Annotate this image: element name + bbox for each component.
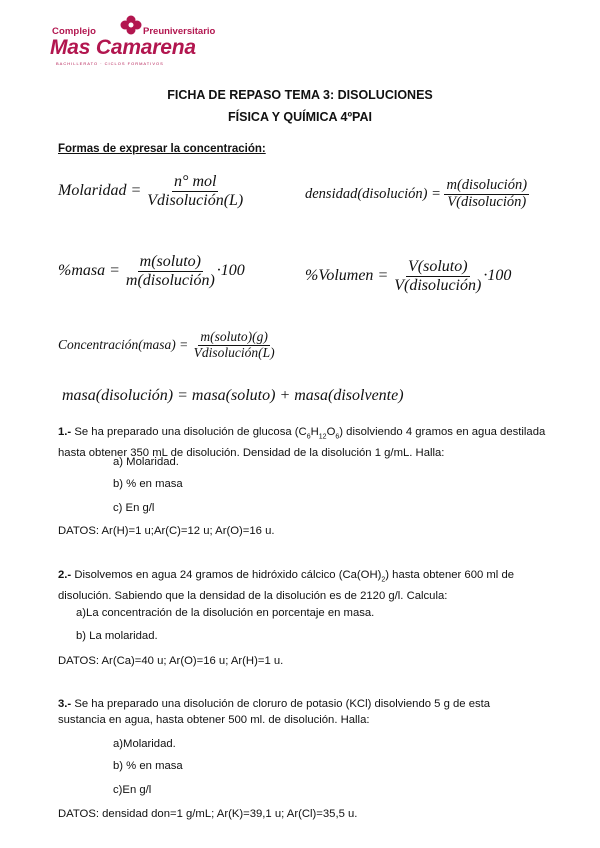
logo-name: Mas Camarena [50,36,196,59]
problem-2-statement [58,567,548,604]
school-logo [48,14,216,66]
problem-1-option-b: b) % en masa [113,478,183,490]
formula-lhs: Concentración(masa) [58,337,176,353]
problem-3-statement [58,696,528,728]
formula-densidad: densidad(disolución) = $\frac{\text{m(disolución)}}{\text{V(disolución)}}$ [305,177,528,210]
formula-masa-total: masa(disolución) = masa(soluto) + masa(disolvente) [62,387,404,404]
problem-2-option-b: b) La molaridad. [76,630,158,642]
problem-number: 2.- [58,569,72,581]
formula-lhs: %masa [58,262,106,280]
problem-3-option-a: a)Molaridad. [113,738,176,750]
formula-numerator: m(disolución) [446,177,528,193]
problem-text: Se ha preparado una disolución de glucosa (C [71,426,307,438]
logo-tagline: BACHILLERATO · CICLOS FORMATIVOS [56,61,164,66]
subscript: 2 [381,576,386,584]
flower-icon [118,14,144,36]
formula-denominator: Vdisolución(L) [147,191,244,209]
formula-numerator: m(soluto)(g) [200,329,268,344]
problem-3-option-b: b) % en masa [113,760,183,772]
problem-3-option-c: c)En g/l [113,784,152,796]
formula-masa-pct: %masa = $\frac{\text{m(soluto)}}{\text{m(disolución)}}$ ·100 [58,253,245,289]
formula-numerator: V(soluto) [408,258,468,275]
formula-concentracion-masa: Concentración(masa) = $\frac{\text{m(soluto)(g)}}{\text{Vdisolución(L)}}$ [58,329,275,360]
formula-lhs: %Volumen [305,267,374,285]
formula-numerator: n° mol [174,173,217,190]
formula-volumen-pct: %Volumen = $\frac{\text{V(soluto)}}{\text{V(disolución)}}$ ·100 [305,258,512,294]
subscript: 6 [306,433,311,441]
problem-text: ) disolviendo 4 gramos en agua destilada hasta obtener 350 mL de disolución. Densidad de la disolución 1 g/mL. Halla: [58,426,546,460]
formula-numerator: m(soluto) [139,253,201,270]
problem-1-data: DATOS: Ar(H)=1 u;Ar(C)=12 u; Ar(O)=16 u. [58,525,275,537]
problem-1-statement: 1.- Se ha preparado una disolución de glucosa $(C_6H_{12}O_6)$ disolviendo 4 gramos en agua destilada hasta obtener 350 mL de disolución. Densidad de la disolución 1 g/mL. Halla: [58,426,546,460]
logo-line1a: Complejo [52,26,97,37]
formula-multiplier: ·100 [216,262,245,280]
problem-text: Se ha preparado una disolución de cloruro de potasio (KCl) disolviendo 5 g de esta sustancia en agua, hasta obtener 500 ml. de disolución. Halla: [58,698,491,726]
section-heading: Formas de expresar la concentración: [58,143,266,155]
formula-denominator: m(disolución) [125,271,215,289]
problem-1-option-a: a) Molaridad. [113,456,179,468]
formula-denominator: Vdisolución(L) [193,344,275,360]
page-subtitle: FÍSICA Y QUÍMICA 4ºPAI [228,110,372,124]
problem-text: Disolvemos en agua 24 gramos de hidróxido cálcico (Ca(OH) [71,569,382,581]
formula-lhs: densidad(disolución) [305,185,428,202]
page-title: FICHA DE REPASO TEMA 3: DISOLUCIONES [167,88,433,102]
problem-2-data: DATOS: Ar(Ca)=40 u; Ar(O)=16 u; Ar(H)=1 u. [58,655,284,667]
problem-1-option-c: c) En g/l [113,502,155,514]
subscript: 12 [318,433,327,441]
problem-text: ) hasta obtener 600 ml de disolución. Sabiendo que la densidad de la disolución es de 2120 g/l. Calcula: [58,569,515,603]
logo-line1b: Preuniversitario [143,26,216,37]
formula-denominator: V(disolución) [447,193,527,210]
formula-lhs: Molaridad [58,182,127,200]
formula-molaridad: Molaridad = $\frac{\text{n° mol}}{\text{Vdisolución(L)}}$ [58,173,244,209]
formula-multiplier: ·100 [483,267,512,285]
problem-number: 3.- [58,698,72,710]
problem-number: 1.- [58,426,72,438]
problem-3-data: DATOS: densidad don=1 g/mL; Ar(K)=39,1 u; Ar(Cl)=35,5 u. [58,808,358,820]
formula-denominator: V(disolución) [394,276,482,294]
subscript: 6 [335,433,340,441]
problem-2-option-a: a)La concentración de la disolución en porcentaje en masa. [76,607,375,619]
